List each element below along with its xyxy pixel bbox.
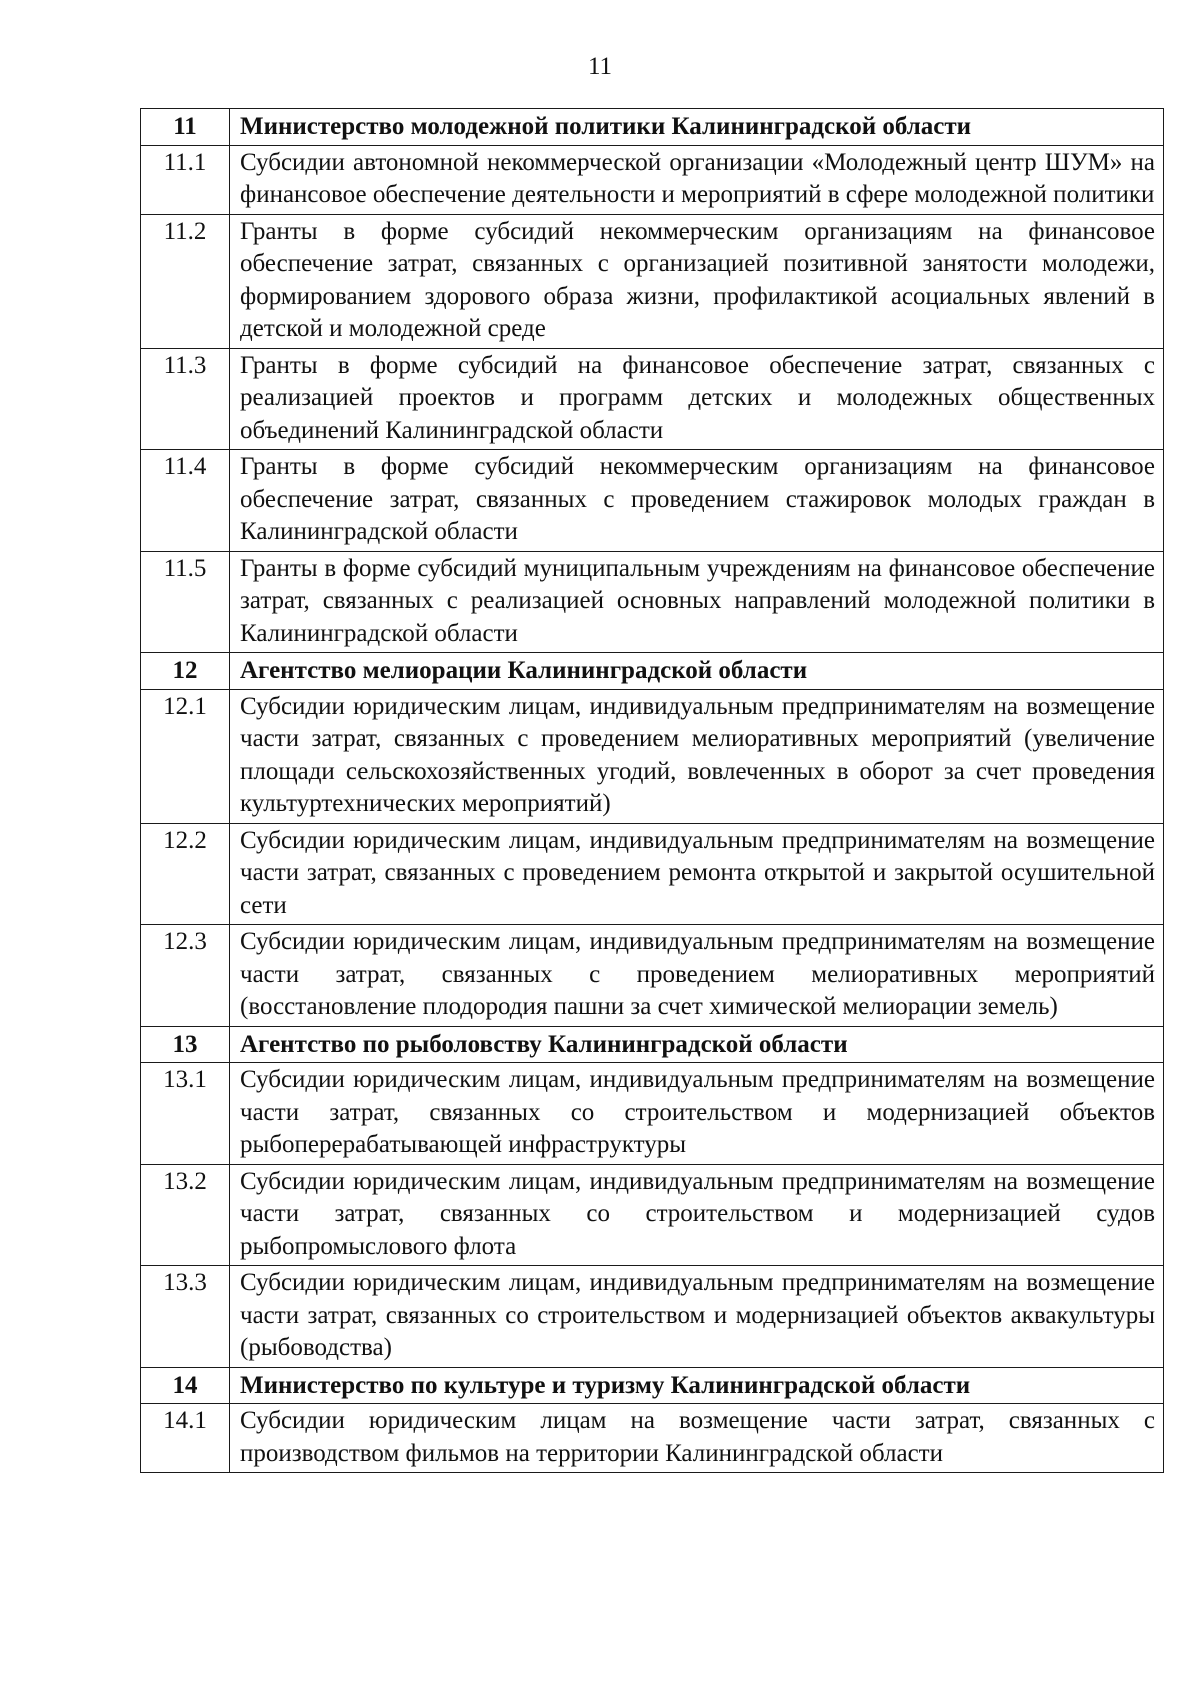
section-row (141, 109, 1164, 146)
item-row (141, 1063, 1164, 1165)
item-text: Гранты в форме субсидий некоммерческим организациям на финансовое обеспечение затрат, связанных с проведением стажировок молодых граждан в Калининградской области (230, 450, 1164, 552)
item-row (141, 1164, 1164, 1266)
section-title: Агентство мелиорации Калининградской области (230, 653, 1164, 690)
item-row (141, 450, 1164, 552)
item-text: Субсидии юридическим лицам, индивидуальным предпринимателям на возмещение части затрат, связанных с проведением мелиоративных мероприятий (восстановление плодородия пашни за счет химической мелиорации земель) (230, 925, 1164, 1027)
item-number: 14.1 (141, 1404, 230, 1473)
item-row (141, 823, 1164, 925)
item-number: 12.2 (141, 823, 230, 925)
item-row (141, 551, 1164, 653)
item-text: Гранты в форме субсидий муниципальным учреждениям на финансовое обеспечение затрат, связанных с реализацией основных направлений молодежной политики в Калининградской области (230, 551, 1164, 653)
section-number: 14 (141, 1367, 230, 1404)
item-number: 13.1 (141, 1063, 230, 1165)
section-title: Министерство молодежной политики Калининградской области (230, 109, 1164, 146)
item-text: Гранты в форме субсидий на финансовое обеспечение затрат, связанных с реализацией проектов и программ детских и молодежных общественных объединений Калининградской области (230, 348, 1164, 450)
item-number: 13.3 (141, 1266, 230, 1368)
item-text: Субсидии юридическим лицам, индивидуальным предпринимателям на возмещение части затрат, связанных со строительством и модернизацией объектов аквакультуры (рыбоводства) (230, 1266, 1164, 1368)
item-text: Субсидии юридическим лицам, индивидуальным предпринимателям на возмещение части затрат, связанных с проведением мелиоративных мероприятий (увеличение площади сельскохозяйственных угодий, вовлеченных в оборот за счет проведения культуртехнических мероприятий) (230, 689, 1164, 823)
item-row (141, 348, 1164, 450)
section-row (141, 653, 1164, 690)
item-row (141, 214, 1164, 348)
section-number: 13 (141, 1026, 230, 1063)
subsidies-table (140, 108, 1164, 1473)
item-text: Субсидии юридическим лицам, индивидуальным предпринимателям на возмещение части затрат, связанных со строительством и модернизацией объектов рыбоперерабатывающей инфраструктуры (230, 1063, 1164, 1165)
page-number: 11 (587, 53, 613, 80)
item-number: 11.4 (141, 450, 230, 552)
section-number: 11 (141, 109, 230, 146)
item-text: Субсидии юридическим лицам, индивидуальным предпринимателям на возмещение части затрат, связанных с проведением ремонта открытой и закрытой осушительной сети (230, 823, 1164, 925)
item-text: Субсидии юридическим лицам на возмещение части затрат, связанных с производством фильмов на территории Калининградской области (230, 1404, 1164, 1473)
item-text: Субсидии юридическим лицам, индивидуальным предпринимателям на возмещение части затрат, связанных со строительством и модернизацией судов рыбопромыслового флота (230, 1164, 1164, 1266)
item-text: Субсидии автономной некоммерческой организации «Молодежный центр ШУМ» на финансовое обеспечение деятельности и мероприятий в сфере молодежной политики (230, 145, 1164, 214)
item-number: 13.2 (141, 1164, 230, 1266)
section-row (141, 1026, 1164, 1063)
section-number: 12 (141, 653, 230, 690)
item-text: Гранты в форме субсидий некоммерческим организациям на финансовое обеспечение затрат, связанных с организацией позитивной занятости молодежи, формированием здорового образа жизни, профилактикой асоциальных явлений в детской и молодежной среде (230, 214, 1164, 348)
section-title: Агентство по рыболовству Калининградской области (230, 1026, 1164, 1063)
item-number: 11.3 (141, 348, 230, 450)
section-row (141, 1367, 1164, 1404)
item-row (141, 145, 1164, 214)
item-number: 12.1 (141, 689, 230, 823)
section-title: Министерство по культуре и туризму Калининградской области (230, 1367, 1164, 1404)
item-row (141, 689, 1164, 823)
item-number: 11.5 (141, 551, 230, 653)
item-row (141, 1266, 1164, 1368)
subsidies-table-body (141, 109, 1164, 1473)
item-row (141, 925, 1164, 1027)
item-number: 11.2 (141, 214, 230, 348)
item-row (141, 1404, 1164, 1473)
item-number: 12.3 (141, 925, 230, 1027)
item-number: 11.1 (141, 145, 230, 214)
